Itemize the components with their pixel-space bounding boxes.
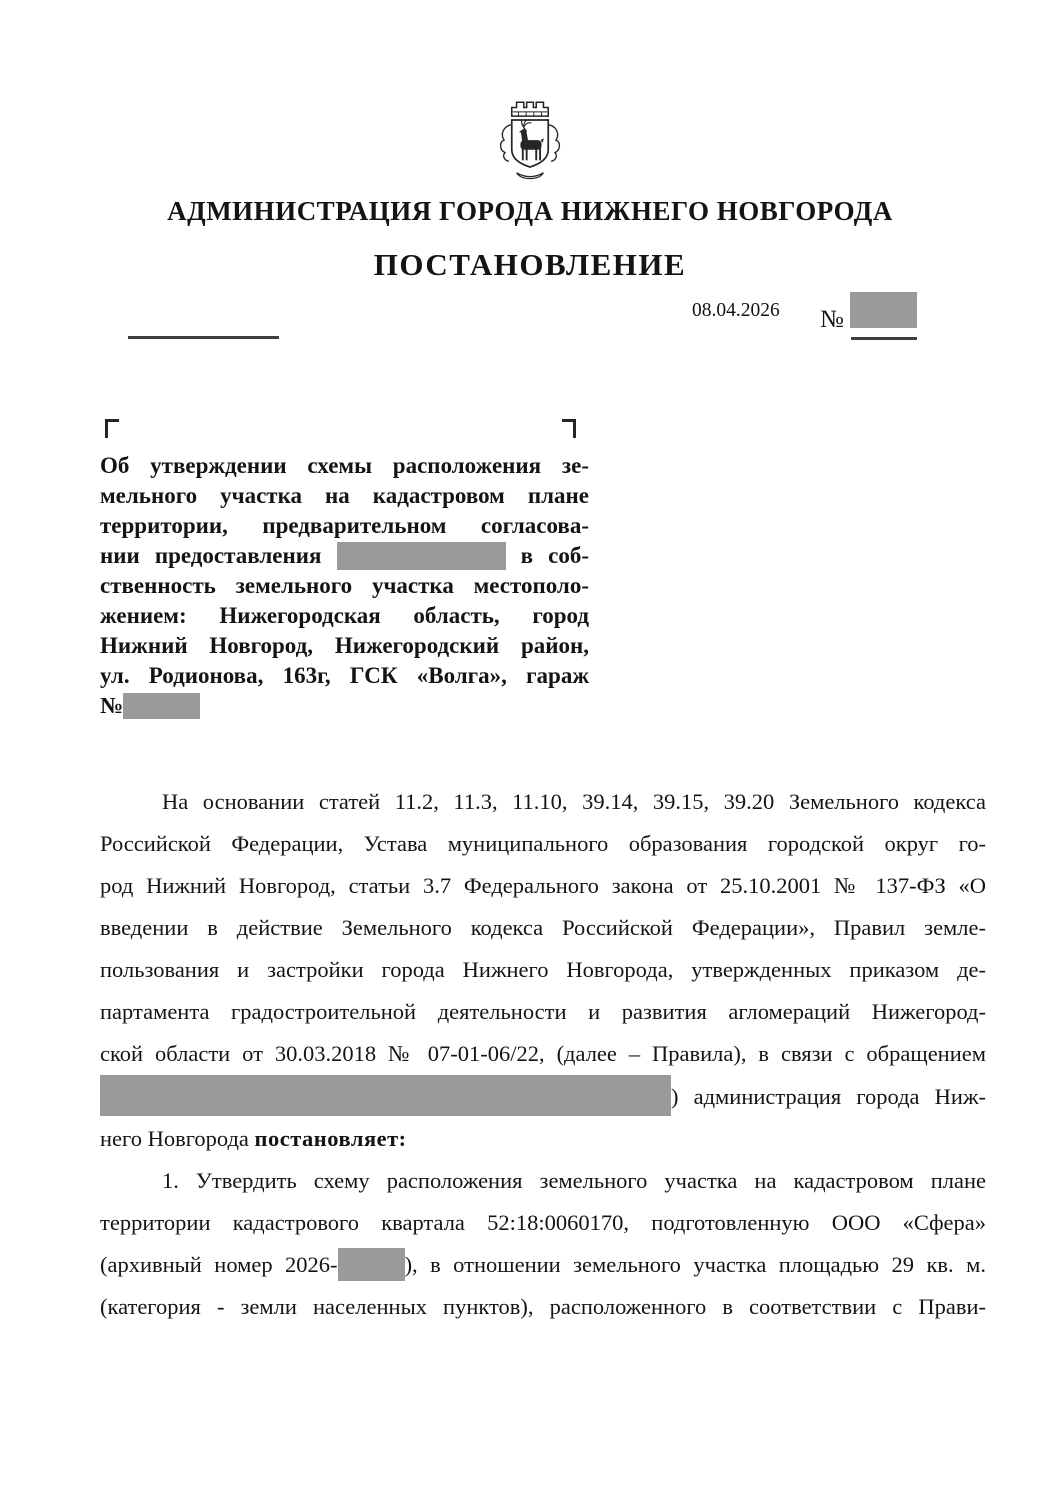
- body-line-text: (архивный номер 2026-: [100, 1252, 338, 1277]
- title-line-text: №: [100, 693, 124, 718]
- decree-body: [100, 781, 986, 1328]
- body-line-text: ), в отношении земельного участка площадью 29 кв. м.: [404, 1252, 986, 1277]
- title-line: территории, предварительном согласова-: [100, 513, 589, 538]
- title-line: [100, 541, 589, 571]
- redaction-box-garage-number: [123, 693, 200, 719]
- title-line-text: в соб-: [520, 543, 590, 568]
- number-sign: №: [820, 306, 844, 333]
- title-line-text: нии предоставления: [100, 543, 322, 568]
- redaction-box-number: [850, 292, 917, 328]
- body-line-text-bold: постановляет:: [254, 1126, 407, 1151]
- title-line: [100, 691, 589, 721]
- document-type-title: ПОСТАНОВЛЕНИЕ: [373, 247, 687, 282]
- title-line: жением: Нижегородская область, город: [100, 603, 589, 628]
- body-line: На основании статей 11.2, 11.3, 11.10, 39.14, 39.15, 39.20 Земельного кодекса: [162, 789, 986, 814]
- body-line: род Нижний Новгород, статьи 3.7 Федерального закона от 25.10.2001 № 137-ФЗ «О: [100, 873, 986, 898]
- body-line: [100, 1118, 986, 1160]
- redaction-box-archive-number: [338, 1248, 405, 1281]
- coat-of-arms-icon: [482, 98, 578, 190]
- body-line: пользования и застройки города Нижнего Новгорода, утвержденных приказом де-: [100, 957, 986, 982]
- body-line: 1. Утвердить схему расположения земельного участка на кадастровом плане: [162, 1168, 986, 1193]
- body-line: Российской Федерации, Устава муниципального образования городской округ го-: [100, 831, 986, 856]
- body-line: (категория - земли населенных пунктов), расположенного в соответствии с Прави-: [100, 1294, 986, 1319]
- organization-title: АДМИНИСТРАЦИЯ ГОРОДА НИЖНЕГО НОВГОРОДА: [167, 196, 893, 226]
- corner-mark-left: [105, 419, 119, 438]
- title-line: Об утверждении схемы расположения зе-: [100, 453, 589, 478]
- title-line: мельного участка на кадастровом плане: [100, 483, 589, 508]
- blank-date-line: [128, 336, 279, 339]
- title-line: ственность земельного участка местополо-: [100, 573, 589, 598]
- document-date: 08.04.2026: [692, 300, 780, 321]
- title-line: Нижний Новгород, Нижегородский район,: [100, 633, 589, 658]
- body-line: территории кадастрового квартала 52:18:0060170, подготовленную ООО «Сфера»: [100, 1210, 986, 1235]
- blank-number-line: [851, 337, 917, 340]
- corner-mark-right: [562, 419, 576, 438]
- body-line: введении в действие Земельного кодекса Российской Федерации», Правил земле-: [100, 915, 986, 940]
- body-line: ской области от 30.03.2018 № 07-01-06/22, (далее – Правила), в связи с обращением: [100, 1041, 986, 1066]
- body-line-text: него Новгорода: [100, 1126, 255, 1151]
- body-line: [100, 1075, 986, 1118]
- body-line: [100, 1244, 986, 1286]
- decree-title-block: [100, 451, 589, 721]
- redaction-box-appeal: [100, 1075, 671, 1116]
- redaction-box-applicant: [337, 542, 506, 570]
- body-line-text: ) администрация города Ниж-: [671, 1084, 986, 1109]
- title-line: ул. Родионова, 163г, ГСК «Волга», гараж: [100, 663, 589, 688]
- body-line: партамента градостроительной деятельности и развития агломераций Нижегород-: [100, 999, 986, 1024]
